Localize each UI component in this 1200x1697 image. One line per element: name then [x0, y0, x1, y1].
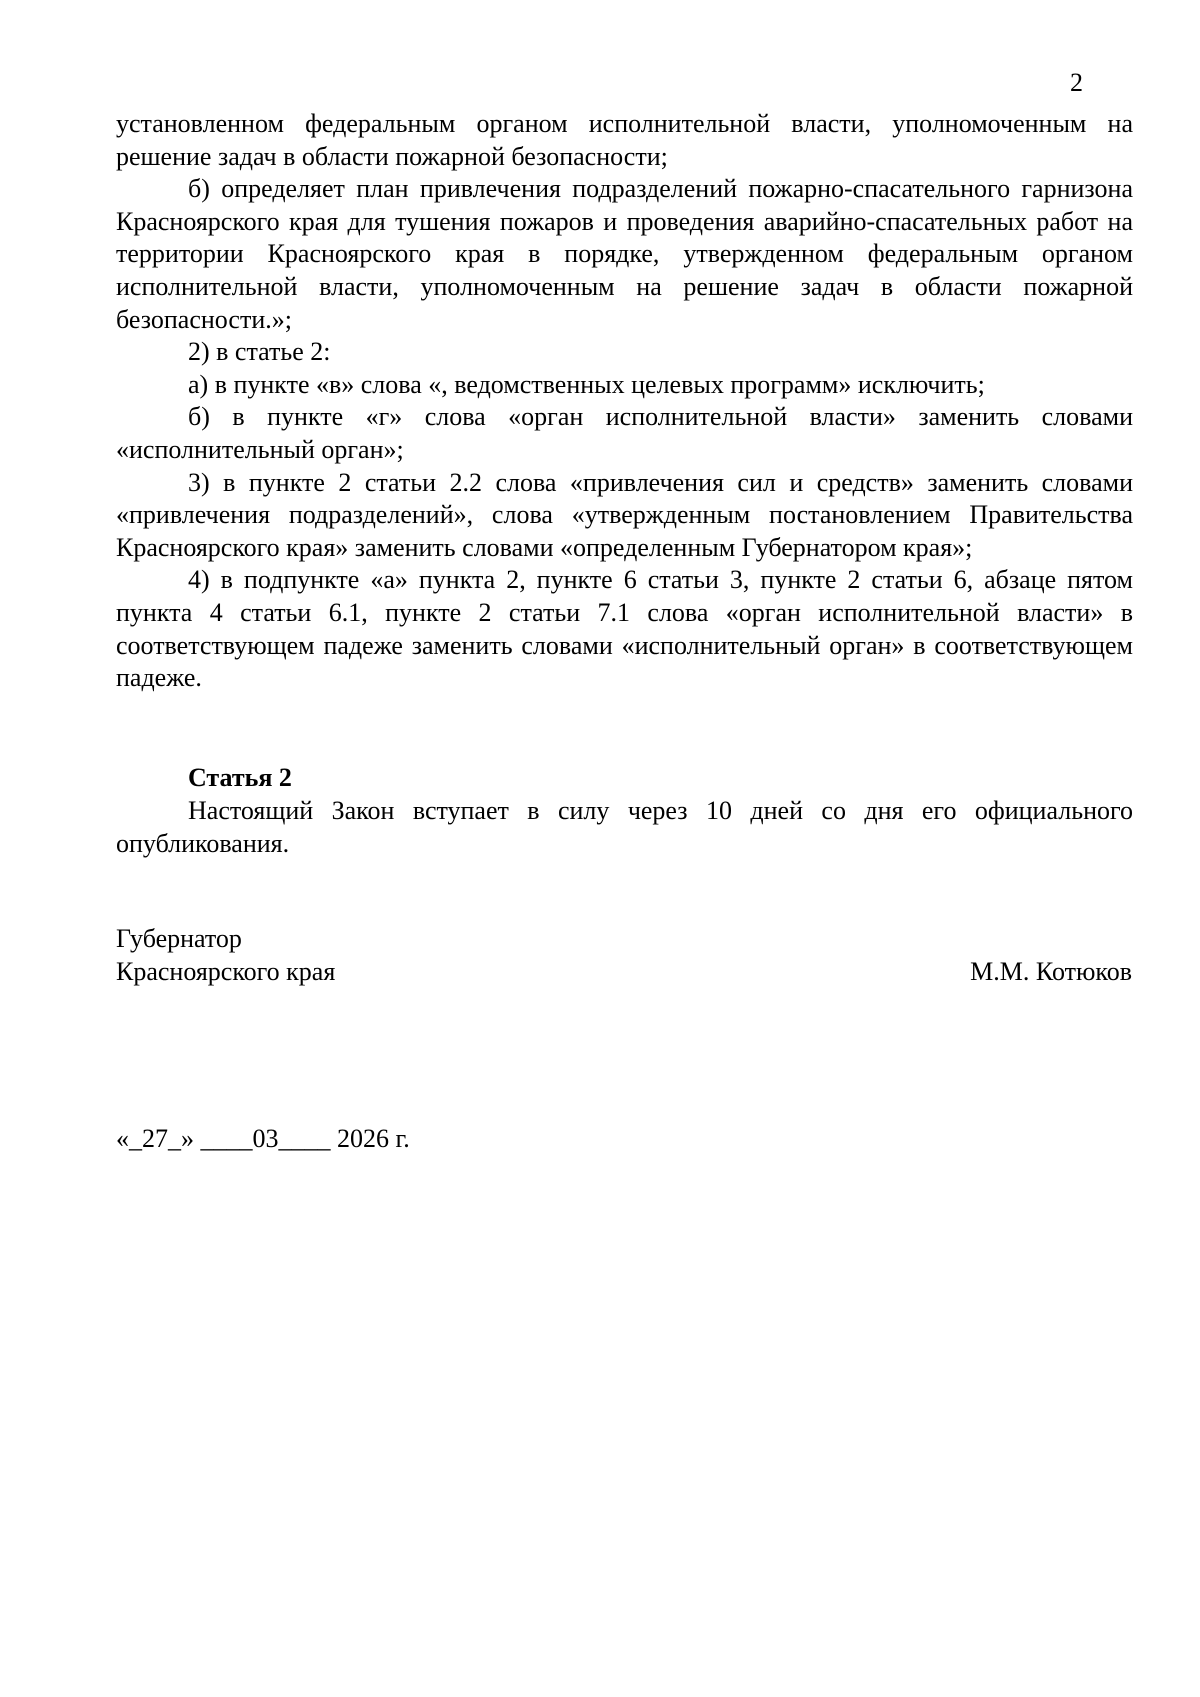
signature-title: Губернатор: [116, 924, 242, 953]
amendment-text: [116, 108, 1133, 695]
paragraph-3: 2) в статье 2:: [188, 337, 331, 367]
article-heading: Статья 2: [188, 763, 292, 792]
paragraph-2: б) определяет план привлечения подразделений пожарно-спасательного гарнизона Красноярского края для тушения пожаров и проведения аварийно-спасательных работ на территории Красноярского края в порядке, утвержденном федеральным органом исполнительной власти, уполномоченным на решение задач в области пожарной безопасности.»;: [116, 174, 1133, 334]
paragraph-6: 3) в пункте 2 статьи 2.2 слова «привлечения сил и средств» заменить словами «привлечения подразделений», слова «утвержденным постановлением Правительства Красноярского края» заменить словами «определенным Губернатором края»;: [116, 467, 1133, 562]
signature-block: [116, 922, 1132, 988]
signing-date: «_27_» ____03____ 2026 г.: [116, 1124, 410, 1153]
signatory-name: М.М. Котюков: [970, 957, 1132, 986]
paragraph-5: б) в пункте «г» слова «орган исполнительной власти» заменить словами «исполнительный орган»;: [116, 402, 1133, 464]
paragraph-4: а) в пункте «в» слова «, ведомственных целевых программ» исключить;: [188, 369, 985, 399]
article-paragraph: Настоящий Закон вступает в силу через 10 дней со дня его официального опубликования.: [116, 796, 1133, 858]
article-body: [116, 795, 1133, 860]
page-number: 2: [1070, 68, 1083, 97]
paragraph-7: 4) в подпункте «а» пункта 2, пункте 6 статьи 3, пункте 2 статьи 6, абзаце пятом пункта 4 статьи 6.1, пункте 2 статьи 7.1 слова «орган исполнительной власти» в соответствующем падеже заменить словами «исполнительный орган» в соответствующем падеже.: [116, 565, 1133, 693]
signature-region: Красноярского края: [116, 957, 336, 986]
paragraph-1: установленном федеральным органом исполнительной власти, уполномоченным на решение задач в области пожарной безопасности;: [116, 109, 1133, 171]
signature-row: [116, 955, 1132, 988]
